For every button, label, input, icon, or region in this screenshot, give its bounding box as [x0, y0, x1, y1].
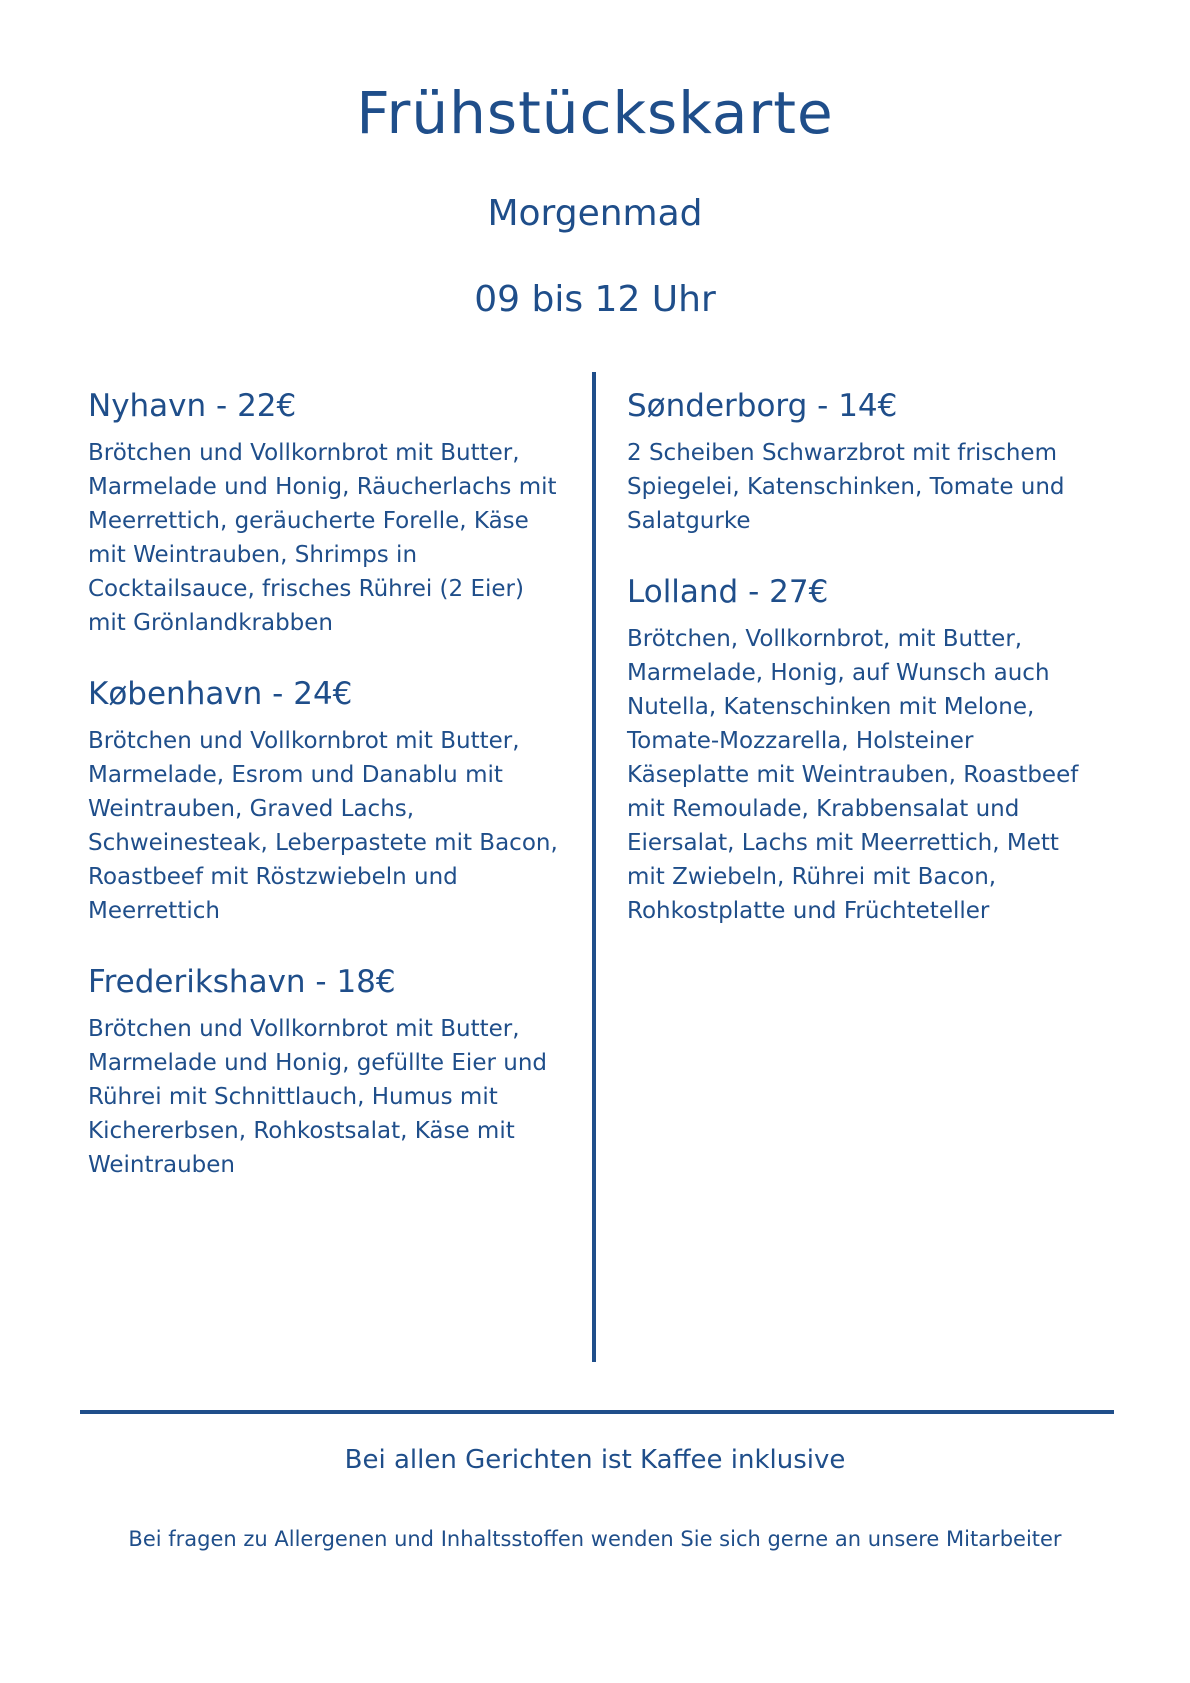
menu-item-nyhavn	[88, 384, 563, 640]
menu-item-title: Nyhavn - 22€	[88, 388, 297, 424]
column-divider	[592, 372, 596, 1362]
menu-column-left	[88, 384, 563, 1214]
coffee-note: Bei allen Gerichten ist Kaffee inklusive	[344, 1445, 846, 1475]
menu-item-description: 2 Scheiben Schwarzbrot mit frischem Spiegelei, Katenschinken, Tomate und Salatgurke	[627, 440, 1065, 534]
page-subtitle: Morgenmad	[487, 193, 703, 234]
menu-item-title: Frederikshavn - 18€	[88, 964, 396, 1000]
menu-item-description: Brötchen und Vollkornbrot mit Butter, Marmelade und Honig, Räucherlachs mit Meerrettich, geräucherte Forelle, Käse mit Weintrauben, Shrimps in Cocktailsauce, frisches Rührei (2 Eier) mit Grönlandkrabben	[88, 440, 557, 636]
menu-item-lolland	[627, 570, 1102, 928]
menu-item-description: Brötchen, Vollkornbrot, mit Butter, Marmelade, Honig, auf Wunsch auch Nutella, Katenschinken mit Melone, Tomate-Mozzarella, Holsteiner Käseplatte mit Weintrauben, Roastbeef mit Remoulade, Krabbensalat und Eiersalat, Lachs mit Meerrettich, Mett mit Zwiebeln, Rührei mit Bacon, Rohkostplatte und Früchteteller	[627, 626, 1079, 924]
menu-item-title: Sønderborg - 14€	[627, 388, 898, 424]
serving-hours: 09 bis 12 Uhr	[474, 279, 716, 320]
menu-item-description: Brötchen und Vollkornbrot mit Butter, Marmelade und Honig, gefüllte Eier und Rührei mit Schnittlauch, Humus mit Kichererbsen, Rohkostsalat, Käse mit Weintrauben	[88, 1016, 547, 1178]
menu-item-kobenhavn	[88, 672, 563, 928]
menu-item-title: København - 24€	[88, 676, 353, 712]
menu-item-frederikshavn	[88, 960, 563, 1182]
menu-item-title: Lolland - 27€	[627, 574, 829, 610]
menu-item-description: Brötchen und Vollkornbrot mit Butter, Marmelade, Esrom und Danablu mit Weintrauben, Graved Lachs, Schweinesteak, Leberpastete mit Bacon, Roastbeef mit Röstzwiebeln und Meerrettich	[88, 728, 558, 924]
menu-item-sonderborg	[627, 384, 1102, 538]
menu-column-right	[627, 384, 1102, 960]
allergen-note: Bei fragen zu Allergenen und Inhaltsstoffen wenden Sie sich gerne an unsere Mitarbeiter	[128, 1527, 1062, 1551]
footer-divider	[80, 1410, 1114, 1414]
page-title: Frühstückskarte	[356, 79, 834, 147]
